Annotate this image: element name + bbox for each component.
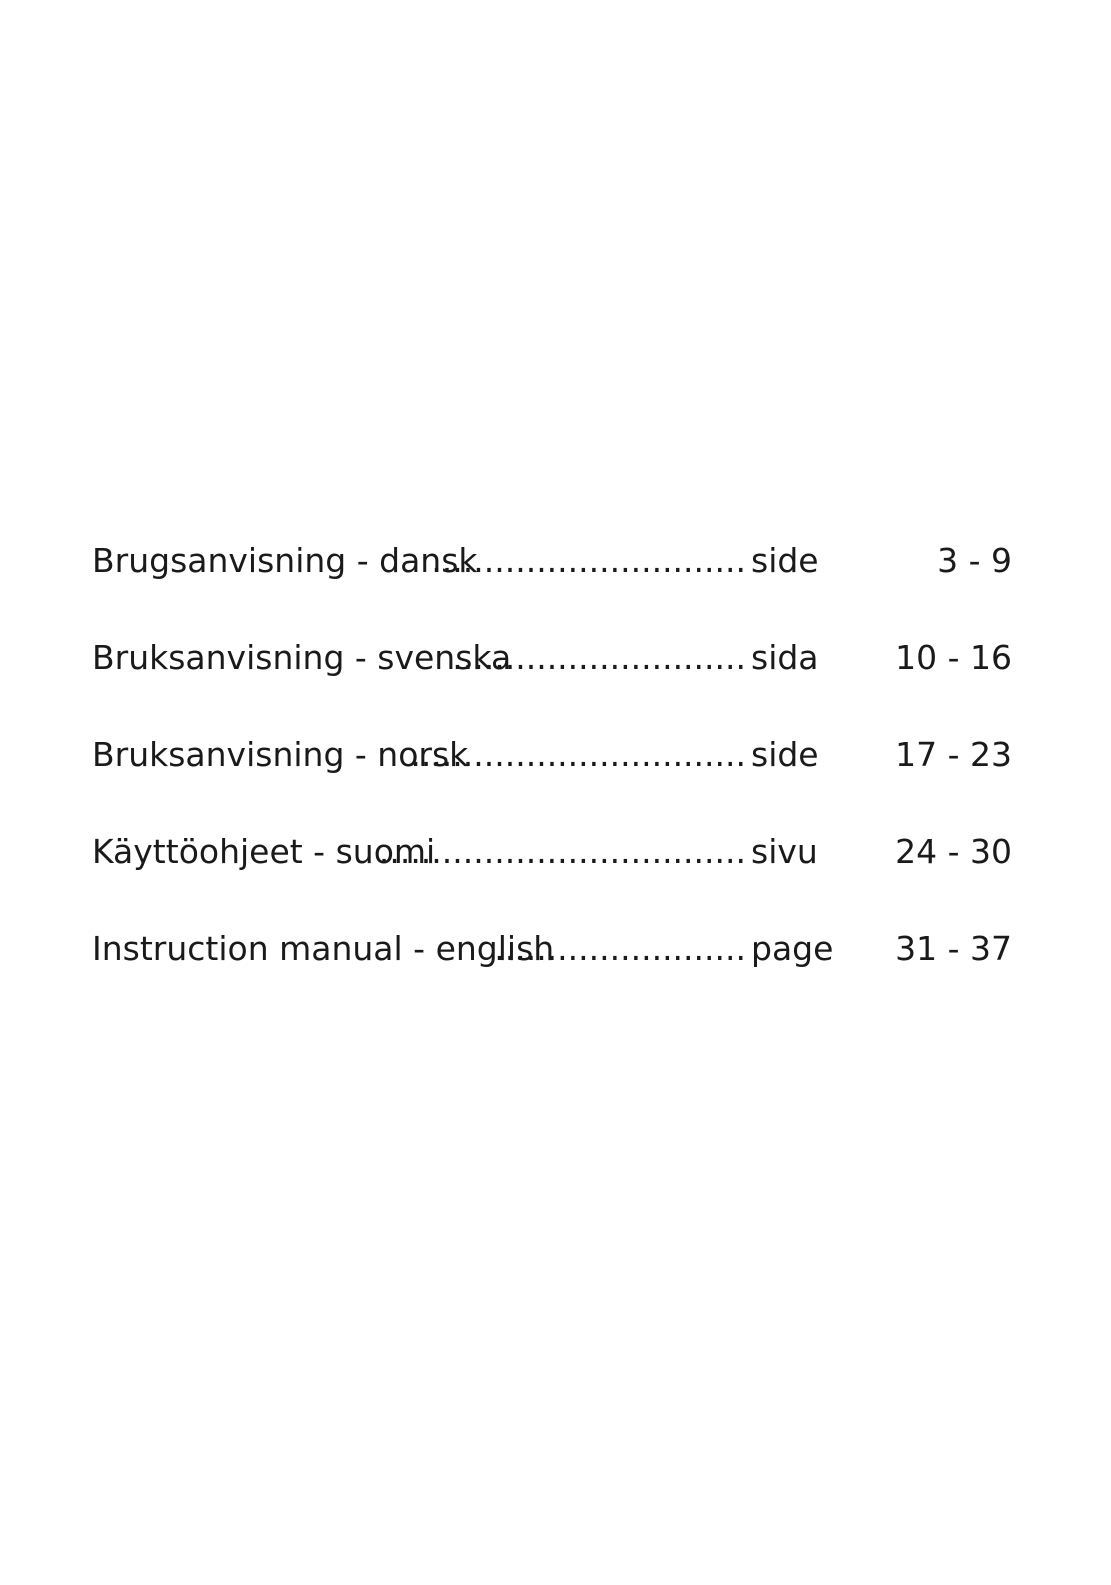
toc-page-range: 24 - 30 [895, 832, 1012, 871]
toc-title: Brugsanvisning - dansk [92, 541, 478, 580]
toc-page-range: 31 - 37 [895, 929, 1012, 968]
toc-page-word: sivu [751, 832, 818, 871]
toc-page-word: sida [751, 638, 819, 677]
toc-leader-dots: .............................. [431, 541, 746, 580]
toc-title: Bruksanvisning - svenska [92, 638, 512, 677]
toc-leader-dots: ................................... [378, 832, 746, 871]
table-of-contents [92, 537, 1012, 1022]
toc-row-english [92, 925, 1012, 1022]
toc-page-word: side [751, 735, 819, 774]
toc-page-range: 3 - 9 [937, 541, 1012, 580]
toc-title: Bruksanvisning - norsk [92, 735, 469, 774]
toc-leader-dots: ............................ [452, 638, 746, 677]
toc-page-range: 17 - 23 [895, 735, 1012, 774]
toc-row-swedish [92, 634, 1012, 731]
toc-row-danish [92, 537, 1012, 634]
toc-leader-dots: ........................ [494, 929, 746, 968]
toc-row-norwegian [92, 731, 1012, 828]
toc-page-word: side [751, 541, 819, 580]
toc-title: Käyttöohjeet - suomi [92, 832, 436, 871]
toc-page-range: 10 - 16 [895, 638, 1012, 677]
toc-leader-dots: ................................ [410, 735, 746, 774]
toc-title: Instruction manual - english [92, 929, 555, 968]
toc-row-finnish [92, 828, 1012, 925]
toc-page-word: page [751, 929, 834, 968]
